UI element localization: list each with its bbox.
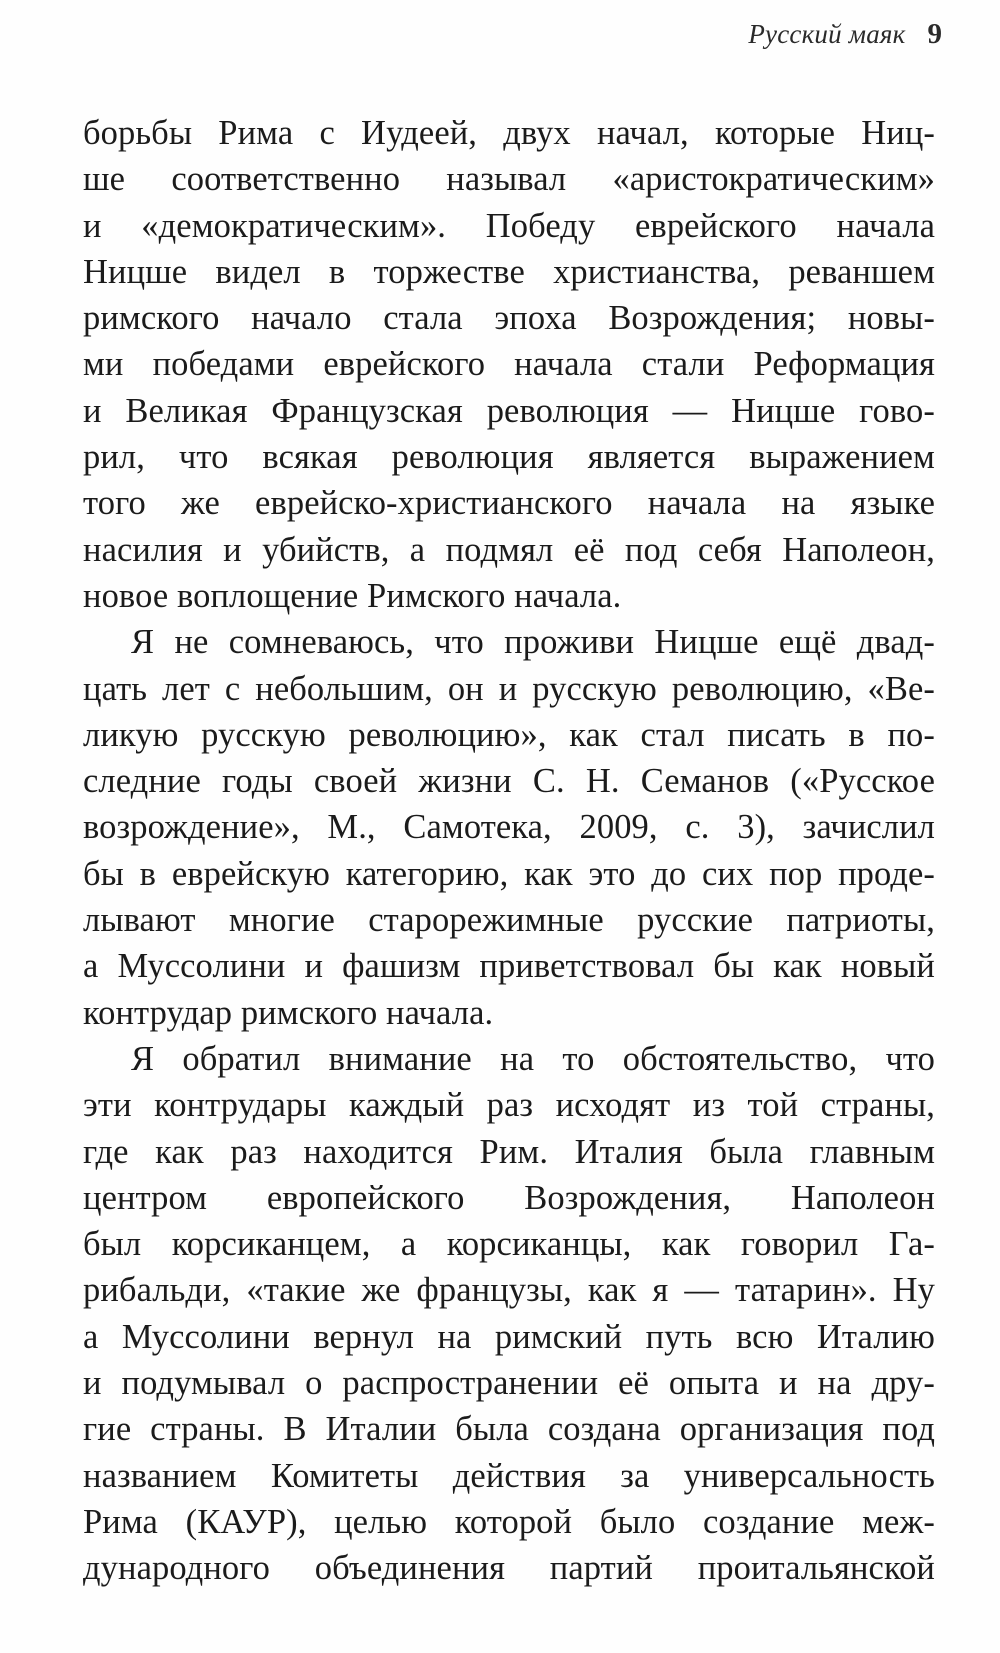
text-line: дународного объединения партий проитальянской <box>83 1549 935 1588</box>
text-line: и «демократическим». Победу еврейского начала <box>83 206 935 245</box>
text-line: ми победами еврейского начала стали Реформация <box>83 345 935 384</box>
text-line: названием Комитеты действия за универсальность <box>83 1456 935 1495</box>
text-line: цать лет с небольшим, он и русскую революцию, «Ве- <box>83 669 935 708</box>
paragraph-3 <box>83 1036 935 1592</box>
text-line: ликую русскую революцию», как стал писать в по- <box>83 715 935 754</box>
text-line: а Муссолини и фашизм приветствовал бы как новый <box>83 947 935 986</box>
text-line: где как раз находится Рим. Италия была главным <box>83 1132 935 1171</box>
text-line: контрудар римского начала. <box>83 993 494 1032</box>
text-line: эти контрудары каждый раз исходят из той страны, <box>83 1086 935 1125</box>
text-line: и Великая Французская революция — Ницше гово- <box>83 391 935 430</box>
running-title: Русский маяк <box>748 19 906 49</box>
text-line: а Муссолини вернул на римский путь всю Италию <box>83 1317 935 1356</box>
text-line: Я не сомневаюсь, что проживи Ницше ещё двад- <box>131 623 935 662</box>
text-line: бы в еврейскую категорию, как это до сих пор проде- <box>83 854 935 893</box>
text-line: был корсиканцем, а корсиканцы, как говорил Га- <box>83 1225 935 1264</box>
text-line: лывают многие старорежимные русские патриоты, <box>83 901 935 940</box>
text-line: Рима (КАУР), целью которой было создание меж- <box>83 1502 935 1541</box>
paragraph-1 <box>83 110 935 619</box>
text-line: следние годы своей жизни С. Н. Семанов («Русское <box>83 762 935 801</box>
text-line: римского начало стала эпоха Возрождения; новы- <box>83 299 935 338</box>
text-line: и подумывал о распространении её опыта и на дру- <box>83 1364 935 1403</box>
text-line: насилия и убийств, а подмял её под себя Наполеон, <box>83 530 935 569</box>
body-text <box>83 110 935 1592</box>
text-line: возрождение», М., Самотека, 2009, с. 3), зачислил <box>83 808 935 847</box>
page-number: 9 <box>927 18 942 50</box>
text-line: новое воплощение Римского начала. <box>83 576 622 615</box>
text-line: Я обратил внимание на то обстоятельство, что <box>131 1039 935 1078</box>
text-line: центром европейского Возрождения, Наполеон <box>83 1178 935 1217</box>
text-line: рил, что всякая революция является выражением <box>83 438 935 477</box>
paragraph-2 <box>83 619 935 1036</box>
text-line: гие страны. В Италии была создана организация под <box>83 1410 935 1449</box>
text-line: ше соответственно называл «аристократическим» <box>83 160 935 199</box>
text-line: Ницше видел в торжестве христианства, реваншем <box>83 252 935 291</box>
text-line: того же еврейско-христианского начала на языке <box>83 484 935 523</box>
text-line: борьбы Рима с Иудеей, двух начал, которые Ниц- <box>83 114 935 152</box>
text-line: рибальди, «такие же французы, как я — татарин». Ну <box>83 1271 935 1310</box>
running-head <box>748 18 942 51</box>
